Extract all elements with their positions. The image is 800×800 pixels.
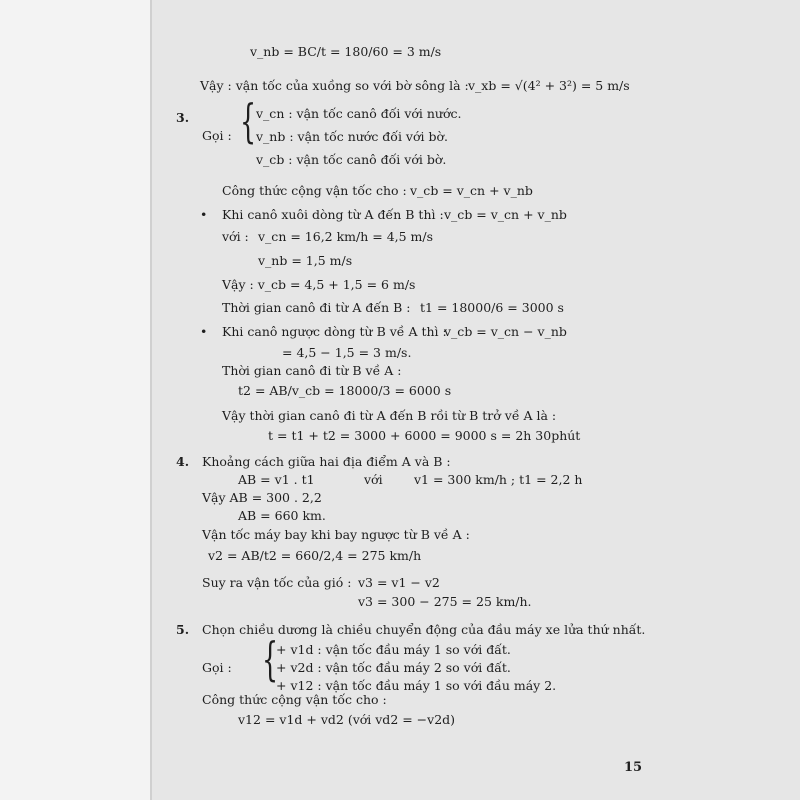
section-5-goi: Gọi :: [202, 660, 232, 675]
total-time-equation: t = t1 + t2 = 3000 + 6000 = 9000 s = 2h 30phút: [268, 428, 581, 443]
time-b-to-a-equation: t2 = AB/v_cb = 18000/3 = 6000 s: [238, 383, 452, 398]
section-3-goi: Gọi :: [202, 128, 232, 143]
brace-left: {: [262, 632, 279, 686]
v-cn-value: v_cn = 16,2 km/h = 4,5 m/s: [258, 229, 434, 244]
formula-equation-5: v12 = v1d + vd2 (với vd2 = −v2d): [238, 712, 456, 727]
wind-speed-result: v3 = 300 − 275 = 25 km/h.: [358, 594, 532, 609]
section-5-number: 5.: [176, 622, 190, 637]
def-v12: + v12 : vận tốc đầu máy 1 so với đầu máy 2.: [276, 678, 557, 693]
total-time-label: Vậy thời gian canô đi từ A đến B rồi từ B trở về A là :: [222, 408, 557, 423]
equation-v-xb: v_xb = √(4² + 3²) = 5 m/s: [468, 78, 630, 93]
time-b-to-a-label: Thời gian canô đi từ B về A :: [222, 363, 402, 378]
return-speed-label: Vận tốc máy bay khi bay ngược từ B về A :: [202, 527, 470, 542]
section-4-number: 4.: [176, 454, 190, 469]
ab-result: AB = 660 km.: [238, 508, 326, 523]
formula-label: Công thức cộng vận tốc cho :: [222, 183, 407, 198]
bullet-icon: •: [200, 207, 208, 222]
brace-left: {: [240, 94, 257, 148]
time-a-to-b-equation: t1 = 18000/6 = 3000 s: [420, 300, 564, 315]
left-margin: [0, 0, 150, 800]
downstream-text: Khi canô xuôi dòng từ A đến B thì :: [222, 207, 444, 222]
given-values: v1 = 300 km/h ; t1 = 2,2 h: [414, 472, 583, 487]
v-nb-value: v_nb = 1,5 m/s: [258, 253, 353, 268]
formula-equation: v_cb = v_cn + v_nb: [410, 183, 533, 198]
def-v1d: + v1d : vận tốc đầu máy 1 so với đất.: [276, 642, 511, 657]
conclusion-text: Vậy : vận tốc của xuồng so với bờ sông là :: [200, 78, 469, 93]
upstream-equation: v_cb = v_cn − v_nb: [444, 324, 567, 339]
v-cb-downstream: Vậy : v_cb = 4,5 + 1,5 = 6 m/s: [222, 277, 416, 292]
ab-calc: Vậy AB = 300 . 2,2: [202, 490, 322, 505]
page-number: 15: [624, 760, 643, 775]
equation-v-nb: v_nb = BC/t = 180/60 = 3 m/s: [250, 44, 442, 59]
upstream-result: = 4,5 − 1,5 = 3 m/s.: [282, 345, 412, 360]
downstream-equation: v_cb = v_cn + v_nb: [444, 207, 567, 222]
section-3-number: 3.: [176, 110, 190, 125]
return-speed-equation: v2 = AB/t2 = 660/2,4 = 275 km/h: [208, 548, 422, 563]
def-v-nb: v_nb : vận tốc nước đối với bờ.: [256, 129, 448, 144]
distance-label: Khoảng cách giữa hai địa điểm A và B :: [202, 454, 451, 469]
def-v-cb: v_cb : vận tốc canô đối với bờ.: [256, 152, 447, 167]
bullet-icon: •: [200, 324, 208, 339]
with-label: với :: [222, 229, 249, 244]
wind-speed-label: Suy ra vận tốc của gió :: [202, 575, 352, 590]
positive-direction-text: Chọn chiều dương là chiều chuyển động của đầu máy xe lửa thứ nhất.: [202, 622, 646, 637]
ab-equation: AB = v1 . t1: [238, 472, 315, 487]
time-a-to-b-label: Thời gian canô đi từ A đến B :: [222, 300, 411, 315]
formula-label-5: Công thức cộng vận tốc cho :: [202, 692, 387, 707]
with-word: với: [364, 472, 383, 487]
def-v2d: + v2d : vận tốc đầu máy 2 so với đất.: [276, 660, 511, 675]
upstream-text: Khi canô ngược dòng từ B về A thì :: [222, 324, 447, 339]
def-v-cn: v_cn : vận tốc canô đối với nước.: [256, 106, 462, 121]
wind-speed-formula: v3 = v1 − v2: [358, 575, 440, 590]
